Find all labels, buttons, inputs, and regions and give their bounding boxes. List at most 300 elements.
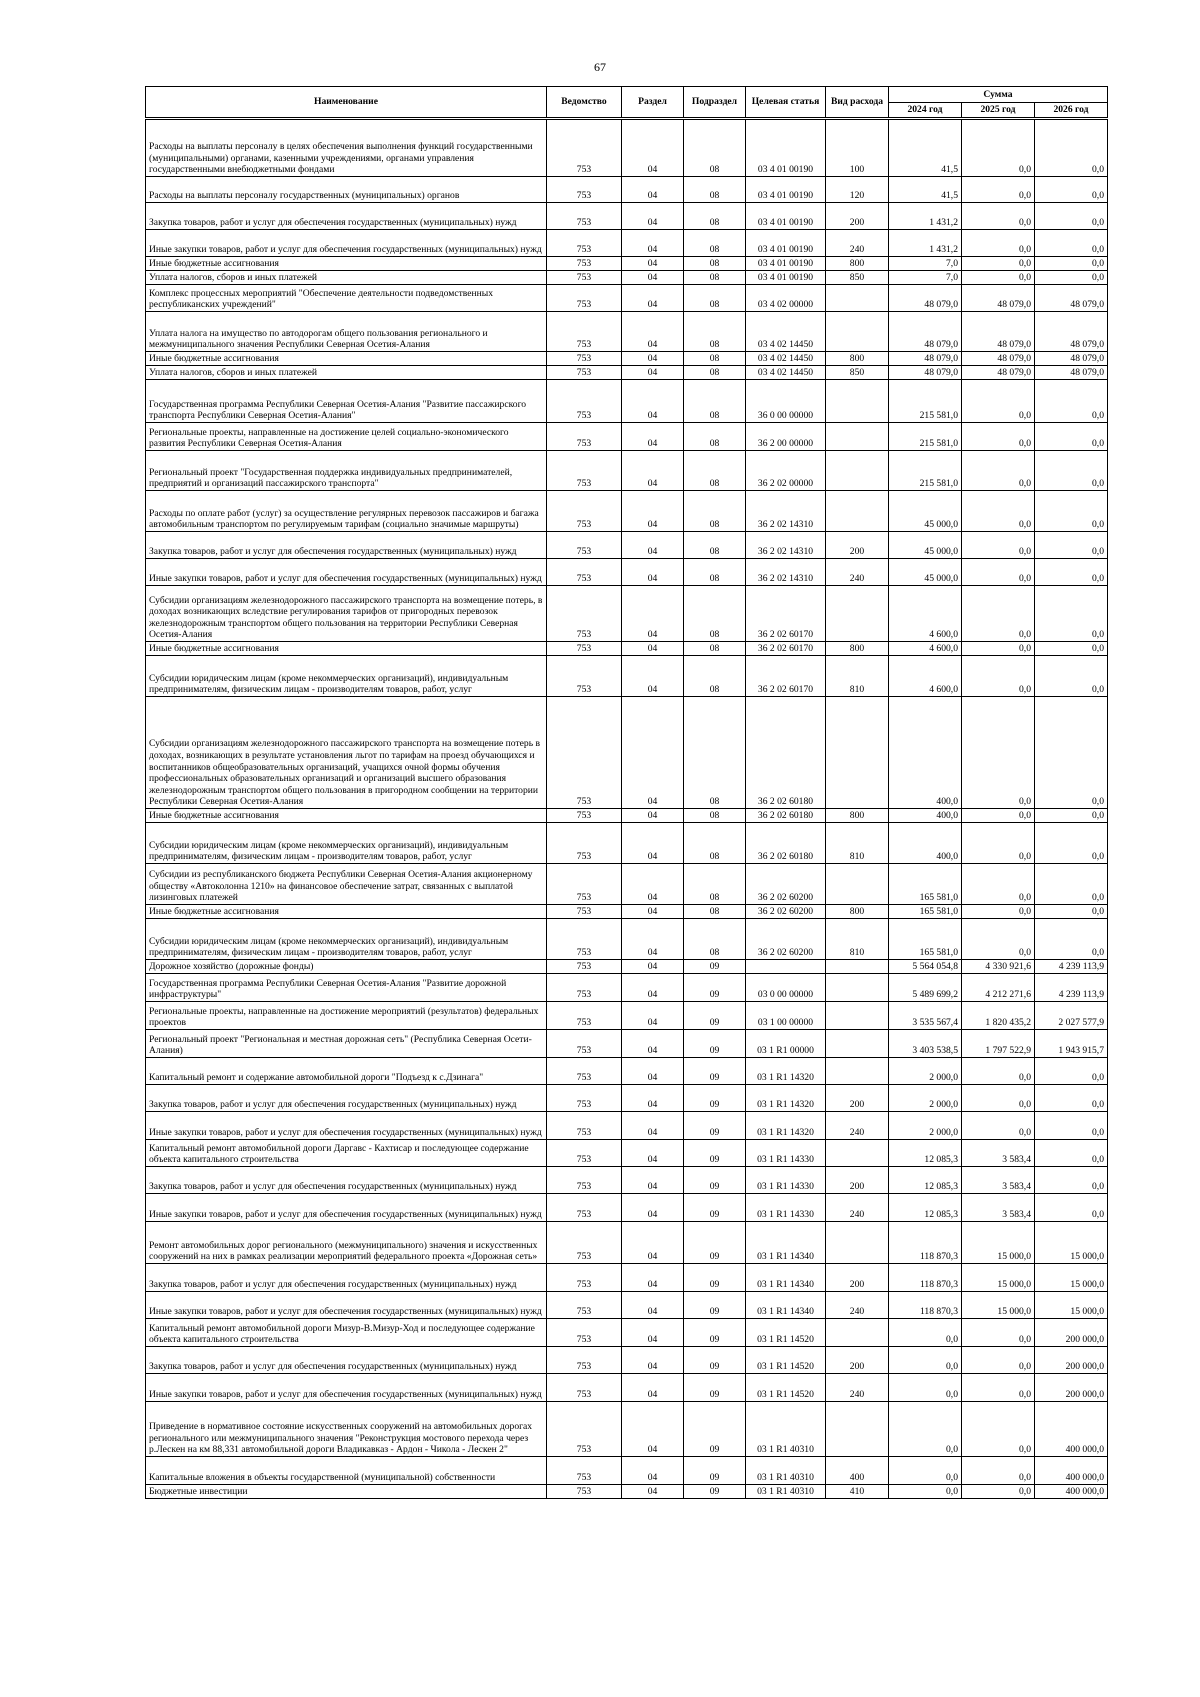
cell-section: 04 [622,1222,684,1264]
cell-subsection: 09 [684,960,746,974]
cell-target: 03 1 R1 14520 [746,1347,826,1374]
cell-exp-type [826,312,889,352]
cell-dept: 753 [547,1002,622,1030]
cell-target: 03 1 R1 14330 [746,1140,826,1167]
cell-target: 03 4 02 14450 [746,352,826,366]
cell-name: Субсидии юридическим лицам (кроме некоммерческих организаций), индивидуальным предпринимателям, физическим лицам - производителям товаров, работ, услуг [146,656,547,697]
cell-sum-2024: 400,0 [889,697,962,809]
cell-name: Иные бюджетные ассигнования [146,809,547,823]
cell-dept: 753 [547,559,622,586]
cell-dept: 753 [547,1085,622,1112]
table-row [146,823,1108,864]
cell-subsection: 09 [684,1167,746,1194]
cell-exp-type: 240 [826,559,889,586]
cell-target: 03 0 00 00000 [746,974,826,1002]
cell-exp-type: 410 [826,1485,889,1499]
table-row [146,491,1108,532]
cell-sum-2024: 0,0 [889,1347,962,1374]
table-row [146,919,1108,960]
cell-exp-type: 100 [826,119,889,177]
cell-section: 04 [622,1485,684,1499]
cell-subsection: 09 [684,1058,746,1085]
cell-sum-2025: 15 000,0 [962,1264,1035,1292]
cell-name: Субсидии организациям железнодорожного пассажирского транспорта на возмещение потерь в доходах, возникающих в результате установления льгот по тарифам на проезд обучающихся и воспитанников общеобразовательных организаций, учащихся очной формы обучения профессиональных образовательных организаций и организаций высшего образования железнодорожным транспортом общего пользования в пригородном сообщении на территории Республики Северная Осетия-Алания [146,697,547,809]
cell-sum-2025: 0,0 [962,1112,1035,1140]
cell-target: 03 4 02 14450 [746,312,826,352]
cell-exp-type: 120 [826,177,889,203]
cell-name: Уплата налогов, сборов и иных платежей [146,271,547,285]
cell-name: Государственная программа Республики Северная Осетия-Алания "Развитие пассажирского транспорта Республики Северная Осетия-Алания" [146,380,547,423]
cell-exp-type: 200 [826,203,889,230]
cell-sum-2025: 0,0 [962,423,1035,451]
cell-section: 04 [622,809,684,823]
cell-name: Расходы по оплате работ (услуг) за осуществление регулярных перевозок пассажиров и багажа автомобильным транспортом по регулируемым тарифам (социально значимые маршруты) [146,491,547,532]
table-row [146,1085,1108,1112]
cell-target: 36 2 02 14310 [746,491,826,532]
cell-section: 04 [622,230,684,257]
cell-sum-2026: 0,0 [1035,423,1108,451]
table-row [146,586,1108,642]
cell-sum-2025: 0,0 [962,119,1035,177]
cell-target: 03 1 R1 14520 [746,1374,826,1402]
cell-sum-2026: 0,0 [1035,919,1108,960]
cell-dept: 753 [547,203,622,230]
cell-sum-2025: 48 079,0 [962,285,1035,312]
cell-subsection: 09 [684,1030,746,1058]
cell-subsection: 08 [684,119,746,177]
cell-dept: 753 [547,919,622,960]
cell-sum-2024: 0,0 [889,1319,962,1347]
cell-dept: 753 [547,823,622,864]
cell-sum-2026: 0,0 [1035,491,1108,532]
cell-name: Закупка товаров, работ и услуг для обеспечения государственных (муниципальных) нужд [146,1347,547,1374]
cell-section: 04 [622,451,684,491]
cell-exp-type: 850 [826,271,889,285]
cell-name: Расходы на выплаты персоналу в целях обеспечения выполнения функций государственными (муниципальными) органами, казенными учреждениями, органами управления государственными внебюджетными фондами [146,119,547,177]
cell-exp-type: 400 [826,1457,889,1485]
table-row [146,285,1108,312]
cell-section: 04 [622,271,684,285]
cell-sum-2026: 0,0 [1035,177,1108,203]
cell-dept: 753 [547,257,622,271]
cell-subsection: 08 [684,230,746,257]
cell-section: 04 [622,423,684,451]
cell-name: Иные бюджетные ассигнования [146,905,547,919]
table-row [146,1374,1108,1402]
cell-sum-2025: 3 583,4 [962,1140,1035,1167]
cell-subsection: 09 [684,1002,746,1030]
cell-sum-2024: 45 000,0 [889,491,962,532]
cell-sum-2024: 0,0 [889,1457,962,1485]
cell-dept: 753 [547,642,622,656]
cell-sum-2026: 200 000,0 [1035,1319,1108,1347]
cell-sum-2024: 12 085,3 [889,1140,962,1167]
cell-name: Региональный проект "Региональная и местная дорожная сеть" (Республика Северная Осети-Алания) [146,1030,547,1058]
cell-target [746,960,826,974]
cell-target: 03 1 R1 14340 [746,1264,826,1292]
cell-sum-2025: 0,0 [962,1085,1035,1112]
cell-dept: 753 [547,1319,622,1347]
cell-target: 03 4 02 00000 [746,285,826,312]
cell-subsection: 09 [684,1485,746,1499]
cell-section: 04 [622,352,684,366]
cell-section: 04 [622,491,684,532]
table-row [146,559,1108,586]
cell-section: 04 [622,1112,684,1140]
cell-sum-2024: 41,5 [889,177,962,203]
cell-name: Государственная программа Республики Северная Осетия-Алания "Развитие дорожной инфраструктуры" [146,974,547,1002]
cell-section: 04 [622,697,684,809]
table-row [146,905,1108,919]
cell-sum-2026: 400 000,0 [1035,1457,1108,1485]
header-sum: Сумма [889,87,1108,103]
cell-sum-2026: 0,0 [1035,642,1108,656]
cell-section: 04 [622,203,684,230]
cell-exp-type: 200 [826,532,889,559]
cell-sum-2026: 0,0 [1035,905,1108,919]
table-row [146,1112,1108,1140]
cell-sum-2026: 0,0 [1035,451,1108,491]
cell-sum-2025: 0,0 [962,1485,1035,1499]
cell-sum-2025: 0,0 [962,532,1035,559]
cell-sum-2025: 48 079,0 [962,366,1035,380]
cell-subsection: 09 [684,1457,746,1485]
table-row [146,423,1108,451]
cell-section: 04 [622,642,684,656]
cell-dept: 753 [547,864,622,905]
cell-dept: 753 [547,974,622,1002]
cell-exp-type [826,451,889,491]
cell-sum-2025: 4 330 921,6 [962,960,1035,974]
cell-target: 36 2 02 60170 [746,586,826,642]
cell-dept: 753 [547,230,622,257]
cell-sum-2024: 3 403 538,5 [889,1030,962,1058]
cell-section: 04 [622,1194,684,1222]
cell-target: 03 4 01 00190 [746,257,826,271]
cell-subsection: 09 [684,1319,746,1347]
cell-subsection: 08 [684,809,746,823]
cell-subsection: 08 [684,312,746,352]
cell-target: 36 0 00 00000 [746,380,826,423]
header-2024: 2024 год [889,103,962,119]
cell-target: 03 1 R1 40310 [746,1402,826,1457]
cell-section: 04 [622,312,684,352]
cell-sum-2025: 0,0 [962,177,1035,203]
table-row [146,271,1108,285]
table-row [146,312,1108,352]
cell-subsection: 08 [684,203,746,230]
cell-target: 36 2 02 60200 [746,864,826,905]
table-row [146,1140,1108,1167]
cell-sum-2025: 3 583,4 [962,1194,1035,1222]
cell-sum-2025: 4 212 271,6 [962,974,1035,1002]
cell-exp-type: 200 [826,1347,889,1374]
cell-dept: 753 [547,380,622,423]
cell-section: 04 [622,1374,684,1402]
header-target: Целевая статья [746,87,826,119]
cell-sum-2024: 41,5 [889,119,962,177]
cell-sum-2024: 45 000,0 [889,532,962,559]
cell-subsection: 08 [684,257,746,271]
cell-sum-2024: 0,0 [889,1402,962,1457]
cell-name: Иные закупки товаров, работ и услуг для обеспечения государственных (муниципальных) нужд [146,1374,547,1402]
cell-sum-2026: 2 027 577,9 [1035,1002,1108,1030]
cell-target: 36 2 02 14310 [746,559,826,586]
cell-sum-2026: 0,0 [1035,230,1108,257]
cell-subsection: 08 [684,532,746,559]
cell-section: 04 [622,1264,684,1292]
cell-sum-2024: 7,0 [889,257,962,271]
cell-sum-2024: 48 079,0 [889,312,962,352]
table-row [146,1167,1108,1194]
cell-exp-type [826,380,889,423]
cell-subsection: 09 [684,1292,746,1319]
cell-sum-2026: 48 079,0 [1035,366,1108,380]
cell-target: 03 4 02 14450 [746,366,826,380]
cell-dept: 753 [547,366,622,380]
cell-sum-2026: 0,0 [1035,203,1108,230]
cell-exp-type: 850 [826,366,889,380]
cell-sum-2026: 48 079,0 [1035,352,1108,366]
cell-sum-2025: 0,0 [962,1457,1035,1485]
header-subsection: Подраздел [684,87,746,119]
cell-sum-2026: 0,0 [1035,119,1108,177]
cell-sum-2025: 0,0 [962,656,1035,697]
header-2025: 2025 год [962,103,1035,119]
cell-sum-2026: 15 000,0 [1035,1222,1108,1264]
cell-dept: 753 [547,905,622,919]
cell-exp-type [826,1002,889,1030]
table-row [146,380,1108,423]
cell-subsection: 08 [684,423,746,451]
cell-sum-2025: 48 079,0 [962,352,1035,366]
cell-sum-2026: 0,0 [1035,864,1108,905]
table-row [146,974,1108,1002]
table-row [146,1292,1108,1319]
cell-section: 04 [622,974,684,1002]
cell-dept: 753 [547,312,622,352]
cell-dept: 753 [547,697,622,809]
cell-sum-2024: 215 581,0 [889,423,962,451]
table-row [146,203,1108,230]
cell-exp-type [826,960,889,974]
cell-target: 36 2 02 60200 [746,919,826,960]
table-row [146,230,1108,257]
cell-sum-2024: 2 000,0 [889,1058,962,1085]
header-section: Раздел [622,87,684,119]
cell-sum-2026: 0,0 [1035,809,1108,823]
table-row [146,1485,1108,1499]
cell-name: Субсидии организациям железнодорожного пассажирского транспорта на возмещение потерь, в доходах возникающих вследствие регулирования тарифов от пригородных перевозок железнодорожным транспортом общего пользования на территории Республики Северная Осетия-Алания [146,586,547,642]
header-2026: 2026 год [1035,103,1108,119]
cell-sum-2024: 45 000,0 [889,559,962,586]
cell-section: 04 [622,285,684,312]
cell-subsection: 09 [684,1347,746,1374]
cell-name: Региональный проект "Государственная поддержка индивидуальных предпринимателей, предприятий и организаций пассажирского транспорта" [146,451,547,491]
cell-sum-2026: 0,0 [1035,257,1108,271]
table-row [146,1002,1108,1030]
cell-exp-type: 800 [826,352,889,366]
cell-section: 04 [622,1319,684,1347]
cell-dept: 753 [547,1167,622,1194]
cell-section: 04 [622,1058,684,1085]
cell-dept: 753 [547,1457,622,1485]
cell-exp-type: 800 [826,257,889,271]
cell-name: Иные закупки товаров, работ и услуг для обеспечения государственных (муниципальных) нужд [146,1194,547,1222]
cell-name: Иные закупки товаров, работ и услуг для обеспечения государственных (муниципальных) нужд [146,1112,547,1140]
header-dept: Ведомство [547,87,622,119]
cell-sum-2024: 165 581,0 [889,919,962,960]
cell-subsection: 08 [684,380,746,423]
cell-dept: 753 [547,177,622,203]
cell-subsection: 09 [684,974,746,1002]
cell-sum-2025: 0,0 [962,1058,1035,1085]
cell-sum-2024: 7,0 [889,271,962,285]
cell-subsection: 08 [684,451,746,491]
cell-subsection: 09 [684,1264,746,1292]
cell-section: 04 [622,919,684,960]
cell-subsection: 08 [684,352,746,366]
cell-exp-type: 810 [826,823,889,864]
cell-name: Иные закупки товаров, работ и услуг для обеспечения государственных (муниципальных) нужд [146,230,547,257]
table-row [146,257,1108,271]
cell-exp-type [826,697,889,809]
cell-subsection: 08 [684,823,746,864]
cell-exp-type [826,864,889,905]
cell-exp-type: 800 [826,809,889,823]
table-row [146,1030,1108,1058]
cell-sum-2025: 15 000,0 [962,1292,1035,1319]
cell-sum-2025: 0,0 [962,905,1035,919]
cell-section: 04 [622,1085,684,1112]
cell-subsection: 08 [684,864,746,905]
cell-sum-2024: 48 079,0 [889,366,962,380]
cell-subsection: 09 [684,1194,746,1222]
table-row [146,960,1108,974]
cell-exp-type [826,1058,889,1085]
cell-sum-2025: 0,0 [962,1319,1035,1347]
cell-exp-type [826,1319,889,1347]
header-name: Наименование [146,87,547,119]
cell-target: 03 1 R1 14320 [746,1085,826,1112]
cell-dept: 753 [547,1140,622,1167]
cell-sum-2025: 0,0 [962,491,1035,532]
budget-table [145,86,1108,1499]
cell-dept: 753 [547,491,622,532]
cell-sum-2024: 4 600,0 [889,642,962,656]
cell-sum-2026: 0,0 [1035,656,1108,697]
table-row [146,532,1108,559]
cell-section: 04 [622,1002,684,1030]
cell-name: Капитальные вложения в объекты государственной (муниципальной) собственности [146,1457,547,1485]
table-row [146,1457,1108,1485]
cell-section: 04 [622,905,684,919]
cell-sum-2024: 1 431,2 [889,230,962,257]
cell-section: 04 [622,656,684,697]
cell-target: 03 1 R1 40310 [746,1457,826,1485]
cell-target: 03 1 R1 14520 [746,1319,826,1347]
cell-name: Закупка товаров, работ и услуг для обеспечения государственных (муниципальных) нужд [146,1167,547,1194]
cell-dept: 753 [547,119,622,177]
cell-sum-2024: 12 085,3 [889,1194,962,1222]
cell-dept: 753 [547,1402,622,1457]
cell-exp-type [826,1030,889,1058]
cell-sum-2026: 15 000,0 [1035,1292,1108,1319]
cell-sum-2024: 5 564 054,8 [889,960,962,974]
cell-sum-2026: 400 000,0 [1035,1485,1108,1499]
cell-sum-2024: 215 581,0 [889,380,962,423]
cell-sum-2026: 0,0 [1035,271,1108,285]
cell-subsection: 08 [684,905,746,919]
cell-exp-type: 240 [826,1292,889,1319]
cell-sum-2024: 4 600,0 [889,656,962,697]
cell-target: 36 2 02 60180 [746,809,826,823]
cell-target: 03 1 R1 40310 [746,1485,826,1499]
cell-name: Региональные проекты, направленные на достижение мероприятий (результатов) федеральных проектов [146,1002,547,1030]
cell-exp-type: 200 [826,1085,889,1112]
table-row [146,451,1108,491]
cell-exp-type: 810 [826,656,889,697]
cell-sum-2024: 0,0 [889,1485,962,1499]
table-row [146,1347,1108,1374]
cell-name: Закупка товаров, работ и услуг для обеспечения государственных (муниципальных) нужд [146,532,547,559]
cell-sum-2026: 0,0 [1035,1112,1108,1140]
cell-sum-2025: 0,0 [962,271,1035,285]
cell-target: 03 1 R1 14330 [746,1167,826,1194]
cell-name: Субсидии юридическим лицам (кроме некоммерческих организаций), индивидуальным предпринимателям, физическим лицам - производителям товаров, работ, услуг [146,823,547,864]
cell-subsection: 09 [684,1222,746,1264]
cell-sum-2026: 200 000,0 [1035,1374,1108,1402]
cell-subsection: 09 [684,1085,746,1112]
cell-target: 36 2 02 60200 [746,905,826,919]
cell-sum-2025: 1 797 522,9 [962,1030,1035,1058]
table-row [146,642,1108,656]
cell-target: 36 2 02 14310 [746,532,826,559]
cell-section: 04 [622,559,684,586]
cell-exp-type: 810 [826,919,889,960]
cell-dept: 753 [547,586,622,642]
cell-sum-2025: 0,0 [962,642,1035,656]
cell-name: Закупка товаров, работ и услуг для обеспечения государственных (муниципальных) нужд [146,203,547,230]
cell-subsection: 09 [684,1402,746,1457]
cell-target: 36 2 02 00000 [746,451,826,491]
cell-dept: 753 [547,1292,622,1319]
cell-target: 36 2 02 60180 [746,697,826,809]
cell-target: 03 1 R1 14320 [746,1058,826,1085]
cell-subsection: 08 [684,366,746,380]
cell-dept: 753 [547,423,622,451]
cell-dept: 753 [547,809,622,823]
cell-section: 04 [622,823,684,864]
cell-name: Региональные проекты, направленные на достижение целей социально-экономического развития Республики Северная Осетия-Алания [146,423,547,451]
cell-sum-2025: 0,0 [962,559,1035,586]
cell-exp-type: 240 [826,1112,889,1140]
cell-exp-type: 240 [826,1374,889,1402]
cell-section: 04 [622,1457,684,1485]
cell-exp-type: 800 [826,905,889,919]
cell-section: 04 [622,1402,684,1457]
cell-sum-2025: 0,0 [962,864,1035,905]
cell-name: Иные закупки товаров, работ и услуг для обеспечения государственных (муниципальных) нужд [146,559,547,586]
cell-sum-2024: 1 431,2 [889,203,962,230]
cell-subsection: 08 [684,559,746,586]
cell-sum-2024: 165 581,0 [889,864,962,905]
cell-name: Капитальный ремонт автомобильной дороги Даргавс - Кахтисар и последующее содержание объекта капитального строительства [146,1140,547,1167]
cell-name: Закупка товаров, работ и услуг для обеспечения государственных (муниципальных) нужд [146,1085,547,1112]
cell-target: 03 1 R1 14320 [746,1112,826,1140]
cell-subsection: 08 [684,656,746,697]
cell-target: 03 1 R1 00000 [746,1030,826,1058]
